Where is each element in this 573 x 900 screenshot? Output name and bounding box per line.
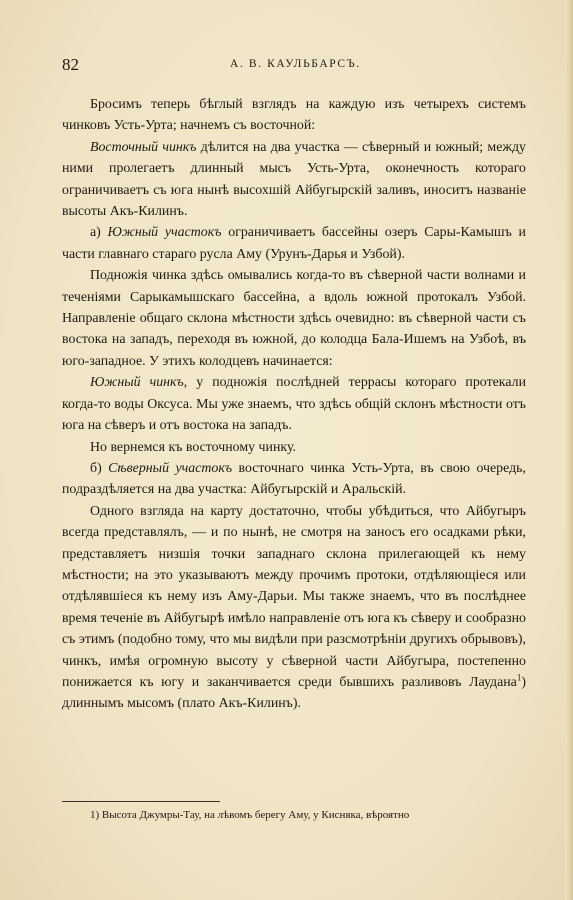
- paragraph-text: Бросимъ теперь бѣглый взглядъ на каждую изъ четырехъ системъ чинковъ Усть-Урта; начнемъ съ восточной:: [62, 97, 526, 134]
- footnote-marker: 1): [90, 809, 100, 821]
- paragraph-foothills: [62, 265, 526, 372]
- paragraph-text: Но вернемся къ восточному чинку.: [90, 439, 296, 455]
- page-number: 82: [62, 55, 79, 74]
- paragraph-text: , у подножія послѣдней террасы котораго протекали когда-то воды Оксуса. Мы уже знаемъ, что здѣсь общій склонъ мѣстности отъ юга на сѣверъ и отъ востока на западъ.: [62, 375, 527, 434]
- paragraph-text: восточнаго чинка Усть-Урта, въ свою очередь, подраздѣляется на два участка: Айбугырскій и Аральскій.: [62, 460, 526, 498]
- paragraph-return: [62, 437, 526, 458]
- footnote-text: Высота Джумры-Тау, на лѣвомъ берегу Аму, у Кисняка, вѣроятно: [99, 809, 410, 821]
- paragraph-prefix: а): [90, 225, 108, 241]
- paragraph-text: ограничиваетъ бассейны озеръ Сары-Камышъ и части главнаго стараго русла Аму (Урунъ-Дарья и Узбой).: [62, 225, 526, 262]
- page-header: [62, 55, 521, 79]
- paragraph-eastern-chink: [62, 137, 526, 223]
- paragraph-heading-italic: Южный чинкъ: [90, 375, 184, 391]
- page-edge: [565, 0, 573, 900]
- paragraph-text: Одного взгляда на карту достаточно, чтобы убѣдиться, что Айбугыръ всегда представлялъ, — и по нынѣ, не смотря на заносъ его осадками рѣки, представляетъ низшія точки западнаго склона прилегающей къ нему мѣстности; на это указываютъ между прочимъ протоки, отдѣляющіеся или отдѣлявшіеся къ нему изъ Аму-Дарьи. Мы также знаемъ, что въ послѣднее время теченіе въ Айбугырѣ имѣло направленіе отъ юга къ сѣверу и сообразно съ этимъ (подобно тому, что мы видѣли при разсмотрѣніи другихъ обрывовъ), чинкъ, имѣя огромную высоту у сѣверной части Айбугыра, постепенно понижается къ югу и заканчивается среди бывшихъ разливовъ Лаудана: [62, 503, 526, 690]
- running-title: А. В. КАУЛЬБАРСЪ.: [230, 58, 361, 70]
- paragraph-heading-italic: Южный участокъ: [107, 225, 222, 241]
- main-text: [62, 94, 526, 715]
- footnote: [62, 808, 532, 822]
- paragraph-prefix: б): [90, 460, 109, 476]
- paragraph-intro: [62, 94, 526, 137]
- paragraph-southern-section: [62, 222, 526, 265]
- paragraph-text: Подножія чинка здѣсь омывались когда-то въ сѣверной части волнами и теченіями Сарыкамышскаго бассейна, а вдоль южной протокалъ Узбой. Направленіе общаго склона мѣстности здѣсь очевидно: въ сѣверной части съ востока на западъ, переходя въ южной, до колодца Бала-Ишемъ на Узбоѣ, въ юго-западное. У этихъ колодцевъ начинается:: [62, 268, 526, 369]
- paragraph-heading-italic: Восточный чинкъ: [90, 139, 197, 155]
- footnote-reference: 1: [516, 672, 522, 683]
- paragraph-heading-italic: Сѣверный участокъ: [108, 460, 233, 476]
- paragraph-text: дѣлится на два участка — сѣверный и южный; между ними пролегаетъ длинный мысъ Усть-Урта, оконечность котораго ограничиваетъ съ юга нынѣ высохшій Айбугырскій заливъ, иноситъ названіе высоты Акъ-Килинъ.: [62, 139, 527, 220]
- paragraph-northern-section: [62, 458, 526, 501]
- paragraph-text: ) длиннымъ мысомъ (плато Акъ-Килинъ).: [62, 674, 526, 712]
- footnote-divider: [62, 801, 220, 802]
- paragraph-aibugyr: [62, 501, 526, 715]
- paragraph-southern-chink: [62, 372, 526, 436]
